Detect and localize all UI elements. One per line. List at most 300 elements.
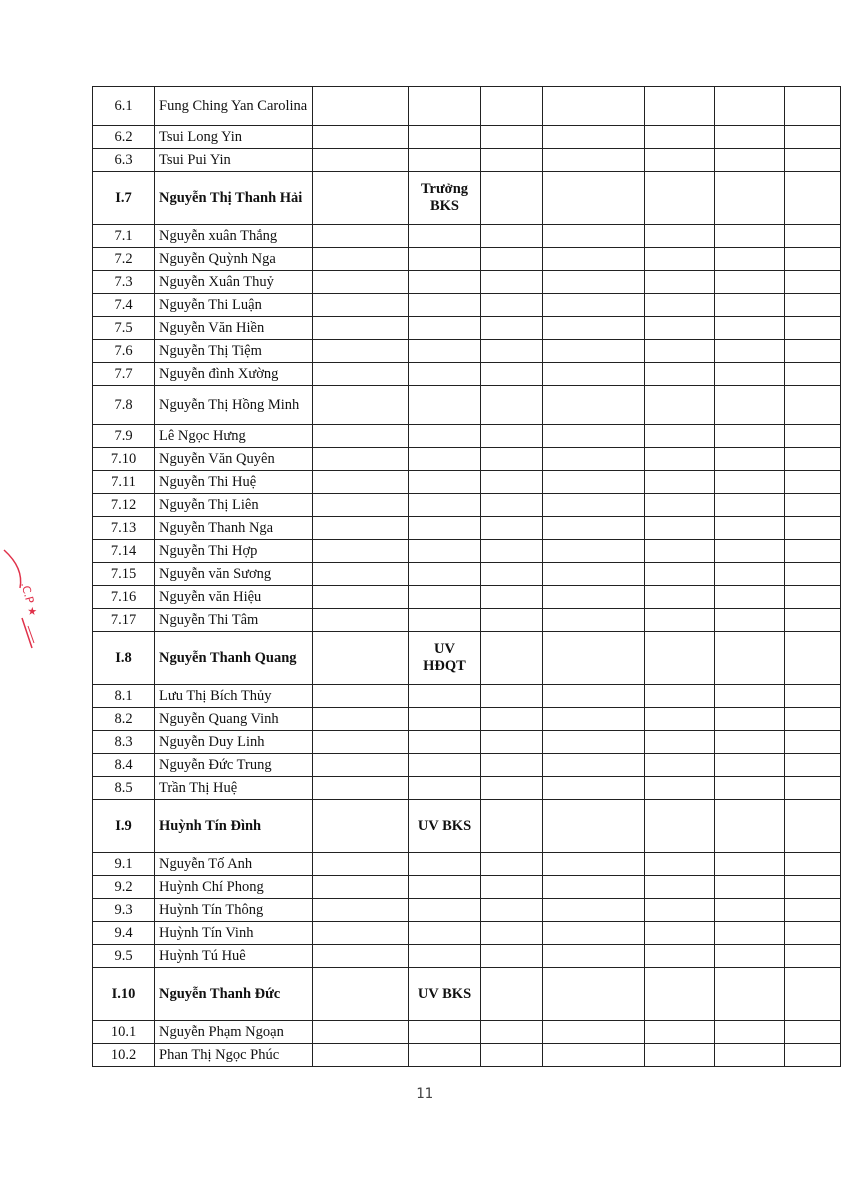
empty-cell <box>481 899 543 922</box>
table-row <box>93 754 841 777</box>
empty-cell <box>715 876 785 899</box>
empty-cell <box>313 225 409 248</box>
table-row <box>93 87 841 126</box>
empty-cell <box>715 517 785 540</box>
position-cell <box>409 248 481 271</box>
empty-cell <box>313 1021 409 1044</box>
empty-cell <box>313 609 409 632</box>
row-number-cell: I.8 <box>93 632 155 685</box>
empty-cell <box>313 731 409 754</box>
row-number-cell: 7.10 <box>93 448 155 471</box>
empty-cell <box>543 87 645 126</box>
table-row <box>93 922 841 945</box>
shareholder-related-persons-table <box>92 86 841 1067</box>
empty-cell <box>481 731 543 754</box>
position-cell <box>409 425 481 448</box>
empty-cell <box>313 685 409 708</box>
empty-cell <box>645 708 715 731</box>
empty-cell <box>313 126 409 149</box>
empty-cell <box>543 754 645 777</box>
empty-cell <box>785 685 841 708</box>
empty-cell <box>313 363 409 386</box>
position-cell <box>409 494 481 517</box>
position-cell <box>409 317 481 340</box>
empty-cell <box>481 248 543 271</box>
person-name-cell: Huỳnh Tú Huê <box>155 945 313 968</box>
empty-cell <box>313 922 409 945</box>
person-name-cell: Nguyễn Thi Luận <box>155 294 313 317</box>
person-name-cell: Nguyễn Đức Trung <box>155 754 313 777</box>
empty-cell <box>645 87 715 126</box>
row-number-cell: 9.5 <box>93 945 155 968</box>
position-cell <box>409 777 481 800</box>
person-name-cell: Nguyễn Thị Thanh Hải <box>155 172 313 225</box>
empty-cell <box>645 899 715 922</box>
empty-cell <box>645 317 715 340</box>
empty-cell <box>481 271 543 294</box>
empty-cell <box>481 1044 543 1067</box>
empty-cell <box>543 586 645 609</box>
row-number-cell: 7.4 <box>93 294 155 317</box>
empty-cell <box>313 968 409 1021</box>
empty-cell <box>313 586 409 609</box>
position-cell <box>409 126 481 149</box>
empty-cell <box>785 363 841 386</box>
empty-cell <box>543 800 645 853</box>
empty-cell <box>313 294 409 317</box>
table-row <box>93 317 841 340</box>
empty-cell <box>481 225 543 248</box>
row-number-cell: 7.15 <box>93 563 155 586</box>
person-name-cell: Nguyễn Thị Tiệm <box>155 340 313 363</box>
empty-cell <box>645 586 715 609</box>
empty-cell <box>543 945 645 968</box>
table-row <box>93 448 841 471</box>
empty-cell <box>313 899 409 922</box>
empty-cell <box>785 922 841 945</box>
empty-cell <box>715 87 785 126</box>
row-number-cell: I.7 <box>93 172 155 225</box>
empty-cell <box>785 586 841 609</box>
empty-cell <box>715 609 785 632</box>
empty-cell <box>543 494 645 517</box>
empty-cell <box>785 448 841 471</box>
empty-cell <box>543 425 645 448</box>
empty-cell <box>543 876 645 899</box>
empty-cell <box>785 754 841 777</box>
row-number-cell: 7.3 <box>93 271 155 294</box>
empty-cell <box>715 800 785 853</box>
empty-cell <box>645 294 715 317</box>
row-number-cell: 6.1 <box>93 87 155 126</box>
row-number-cell: 7.12 <box>93 494 155 517</box>
empty-cell <box>785 172 841 225</box>
empty-cell <box>645 632 715 685</box>
empty-cell <box>543 922 645 945</box>
empty-cell <box>543 540 645 563</box>
empty-cell <box>645 563 715 586</box>
table-row <box>93 708 841 731</box>
empty-cell <box>785 540 841 563</box>
empty-cell <box>715 317 785 340</box>
empty-cell <box>785 340 841 363</box>
position-cell <box>409 340 481 363</box>
person-name-cell: Tsui Long Yin <box>155 126 313 149</box>
row-number-cell: 8.5 <box>93 777 155 800</box>
empty-cell <box>481 172 543 225</box>
row-number-cell: 9.3 <box>93 899 155 922</box>
empty-cell <box>785 517 841 540</box>
empty-cell <box>313 248 409 271</box>
empty-cell <box>715 425 785 448</box>
empty-cell <box>785 1044 841 1067</box>
row-number-cell: 6.2 <box>93 126 155 149</box>
position-cell <box>409 363 481 386</box>
empty-cell <box>785 853 841 876</box>
empty-cell <box>543 225 645 248</box>
table-row <box>93 1021 841 1044</box>
position-cell <box>409 448 481 471</box>
empty-cell <box>543 609 645 632</box>
empty-cell <box>715 685 785 708</box>
empty-cell <box>645 853 715 876</box>
row-number-cell: 7.9 <box>93 425 155 448</box>
row-number-cell: 8.4 <box>93 754 155 777</box>
position-cell <box>409 899 481 922</box>
empty-cell <box>715 294 785 317</box>
empty-cell <box>481 563 543 586</box>
person-name-cell: Lê Ngọc Hưng <box>155 425 313 448</box>
person-name-cell: Huỳnh Tín Đình <box>155 800 313 853</box>
empty-cell <box>785 777 841 800</box>
table-row <box>93 294 841 317</box>
table-row <box>93 340 841 363</box>
row-number-cell: 7.2 <box>93 248 155 271</box>
empty-cell <box>715 271 785 294</box>
empty-cell <box>785 708 841 731</box>
empty-cell <box>481 386 543 425</box>
position-cell <box>409 685 481 708</box>
empty-cell <box>543 685 645 708</box>
empty-cell <box>481 609 543 632</box>
table-row <box>93 945 841 968</box>
table-group-row <box>93 632 841 685</box>
person-name-cell: Nguyễn Thị Hồng Minh <box>155 386 313 425</box>
empty-cell <box>645 386 715 425</box>
empty-cell <box>543 248 645 271</box>
empty-cell <box>481 800 543 853</box>
empty-cell <box>313 945 409 968</box>
empty-cell <box>715 1044 785 1067</box>
empty-cell <box>543 271 645 294</box>
empty-cell <box>543 708 645 731</box>
empty-cell <box>481 777 543 800</box>
empty-cell <box>481 754 543 777</box>
table-row <box>93 425 841 448</box>
position-cell <box>409 1044 481 1067</box>
empty-cell <box>313 494 409 517</box>
row-number-cell: 8.3 <box>93 731 155 754</box>
person-name-cell: Nguyễn Thanh Đức <box>155 968 313 1021</box>
empty-cell <box>715 448 785 471</box>
empty-cell <box>715 172 785 225</box>
empty-cell <box>313 1044 409 1067</box>
person-name-cell: Nguyễn Thi Huệ <box>155 471 313 494</box>
empty-cell <box>645 945 715 968</box>
empty-cell <box>313 777 409 800</box>
person-name-cell: Phan Thị Ngọc Phúc <box>155 1044 313 1067</box>
empty-cell <box>785 1021 841 1044</box>
position-cell <box>409 609 481 632</box>
position-cell <box>409 1021 481 1044</box>
table-group-row <box>93 800 841 853</box>
empty-cell <box>543 448 645 471</box>
empty-cell <box>715 708 785 731</box>
empty-cell <box>543 853 645 876</box>
empty-cell <box>645 517 715 540</box>
row-number-cell: 10.1 <box>93 1021 155 1044</box>
empty-cell <box>715 563 785 586</box>
row-number-cell: 7.16 <box>93 586 155 609</box>
empty-cell <box>313 563 409 586</box>
person-name-cell: Nguyễn Duy Linh <box>155 731 313 754</box>
empty-cell <box>313 317 409 340</box>
empty-cell <box>481 1021 543 1044</box>
empty-cell <box>645 876 715 899</box>
table-row <box>93 494 841 517</box>
empty-cell <box>785 317 841 340</box>
position-cell <box>409 386 481 425</box>
empty-cell <box>313 471 409 494</box>
empty-cell <box>715 471 785 494</box>
empty-cell <box>715 540 785 563</box>
empty-cell <box>313 517 409 540</box>
red-seal-stamp-fragment <box>2 548 40 658</box>
empty-cell <box>715 126 785 149</box>
empty-cell <box>715 248 785 271</box>
empty-cell <box>313 425 409 448</box>
empty-cell <box>481 586 543 609</box>
empty-cell <box>715 945 785 968</box>
person-name-cell: Nguyễn đình Xường <box>155 363 313 386</box>
empty-cell <box>645 800 715 853</box>
table-row <box>93 540 841 563</box>
empty-cell <box>543 149 645 172</box>
empty-cell <box>645 1044 715 1067</box>
person-name-cell: Nguyễn Phạm Ngoạn <box>155 1021 313 1044</box>
table-row <box>93 899 841 922</box>
position-cell: UV BKS <box>409 800 481 853</box>
empty-cell <box>645 172 715 225</box>
empty-cell <box>481 149 543 172</box>
table-row <box>93 271 841 294</box>
position-cell <box>409 708 481 731</box>
svg-text:.C.P ★: .C.P ★ <box>18 580 40 618</box>
empty-cell <box>715 632 785 685</box>
table-body <box>93 87 841 1067</box>
position-cell: UV HĐQT <box>409 632 481 685</box>
table-row <box>93 225 841 248</box>
empty-cell <box>715 225 785 248</box>
empty-cell <box>481 317 543 340</box>
person-name-cell: Nguyễn Thị Liên <box>155 494 313 517</box>
empty-cell <box>543 340 645 363</box>
empty-cell <box>715 754 785 777</box>
empty-cell <box>645 685 715 708</box>
empty-cell <box>645 149 715 172</box>
empty-cell <box>543 517 645 540</box>
empty-cell <box>313 853 409 876</box>
position-cell <box>409 540 481 563</box>
empty-cell <box>785 271 841 294</box>
position-cell <box>409 945 481 968</box>
position-cell <box>409 471 481 494</box>
empty-cell <box>785 899 841 922</box>
empty-cell <box>481 968 543 1021</box>
person-name-cell: Lưu Thị Bích Thủy <box>155 685 313 708</box>
empty-cell <box>313 876 409 899</box>
table-row <box>93 731 841 754</box>
empty-cell <box>785 471 841 494</box>
empty-cell <box>543 899 645 922</box>
empty-cell <box>785 294 841 317</box>
position-cell <box>409 149 481 172</box>
table-row <box>93 248 841 271</box>
empty-cell <box>645 248 715 271</box>
position-cell <box>409 87 481 126</box>
person-name-cell: Nguyễn Văn Quyên <box>155 448 313 471</box>
person-name-cell: Nguyễn Xuân Thuỷ <box>155 271 313 294</box>
empty-cell <box>313 540 409 563</box>
table-row <box>93 386 841 425</box>
row-number-cell: 7.8 <box>93 386 155 425</box>
table-row <box>93 1044 841 1067</box>
empty-cell <box>313 754 409 777</box>
row-number-cell: 9.2 <box>93 876 155 899</box>
empty-cell <box>715 494 785 517</box>
row-number-cell: 7.6 <box>93 340 155 363</box>
empty-cell <box>785 225 841 248</box>
row-number-cell: 6.3 <box>93 149 155 172</box>
person-name-cell: Nguyễn Thi Hợp <box>155 540 313 563</box>
empty-cell <box>543 386 645 425</box>
empty-cell <box>645 340 715 363</box>
row-number-cell: 7.13 <box>93 517 155 540</box>
empty-cell <box>645 494 715 517</box>
empty-cell <box>481 632 543 685</box>
empty-cell <box>313 340 409 363</box>
empty-cell <box>785 731 841 754</box>
empty-cell <box>543 471 645 494</box>
row-number-cell: I.9 <box>93 800 155 853</box>
empty-cell <box>481 945 543 968</box>
empty-cell <box>645 471 715 494</box>
empty-cell <box>481 517 543 540</box>
empty-cell <box>645 777 715 800</box>
empty-cell <box>481 876 543 899</box>
empty-cell <box>543 563 645 586</box>
position-cell <box>409 271 481 294</box>
empty-cell <box>715 731 785 754</box>
empty-cell <box>313 632 409 685</box>
empty-cell <box>645 540 715 563</box>
empty-cell <box>481 425 543 448</box>
person-name-cell: Huỳnh Tín Vinh <box>155 922 313 945</box>
empty-cell <box>715 340 785 363</box>
row-number-cell: 10.2 <box>93 1044 155 1067</box>
empty-cell <box>543 968 645 1021</box>
person-name-cell: Nguyễn Tố Anh <box>155 853 313 876</box>
empty-cell <box>543 294 645 317</box>
table-group-row <box>93 172 841 225</box>
person-name-cell: Huỳnh Chí Phong <box>155 876 313 899</box>
empty-cell <box>645 968 715 1021</box>
position-cell: UV BKS <box>409 968 481 1021</box>
row-number-cell: 7.5 <box>93 317 155 340</box>
empty-cell <box>313 87 409 126</box>
empty-cell <box>715 586 785 609</box>
empty-cell <box>785 87 841 126</box>
empty-cell <box>543 363 645 386</box>
table-group-row <box>93 968 841 1021</box>
empty-cell <box>715 363 785 386</box>
person-name-cell: Nguyễn Quang Vinh <box>155 708 313 731</box>
empty-cell <box>645 363 715 386</box>
empty-cell <box>785 149 841 172</box>
empty-cell <box>481 708 543 731</box>
table-row <box>93 471 841 494</box>
position-cell <box>409 876 481 899</box>
row-number-cell: I.10 <box>93 968 155 1021</box>
row-number-cell: 7.1 <box>93 225 155 248</box>
empty-cell <box>785 968 841 1021</box>
table-row <box>93 126 841 149</box>
empty-cell <box>313 800 409 853</box>
empty-cell <box>481 448 543 471</box>
empty-cell <box>715 149 785 172</box>
empty-cell <box>645 126 715 149</box>
empty-cell <box>481 87 543 126</box>
person-name-cell: Nguyễn Thanh Nga <box>155 517 313 540</box>
empty-cell <box>543 731 645 754</box>
row-number-cell: 9.4 <box>93 922 155 945</box>
empty-cell <box>313 149 409 172</box>
empty-cell <box>785 248 841 271</box>
table-row <box>93 586 841 609</box>
position-cell: Trưởng BKS <box>409 172 481 225</box>
empty-cell <box>785 632 841 685</box>
empty-cell <box>645 225 715 248</box>
row-number-cell: 8.1 <box>93 685 155 708</box>
empty-cell <box>481 853 543 876</box>
empty-cell <box>481 494 543 517</box>
empty-cell <box>715 968 785 1021</box>
person-name-cell: Nguyễn Thi Tâm <box>155 609 313 632</box>
empty-cell <box>313 708 409 731</box>
empty-cell <box>481 685 543 708</box>
empty-cell <box>785 425 841 448</box>
empty-cell <box>785 126 841 149</box>
empty-cell <box>543 317 645 340</box>
table-row <box>93 517 841 540</box>
empty-cell <box>785 609 841 632</box>
position-cell <box>409 754 481 777</box>
position-cell <box>409 294 481 317</box>
empty-cell <box>481 922 543 945</box>
empty-cell <box>543 1021 645 1044</box>
position-cell <box>409 563 481 586</box>
empty-cell <box>645 609 715 632</box>
